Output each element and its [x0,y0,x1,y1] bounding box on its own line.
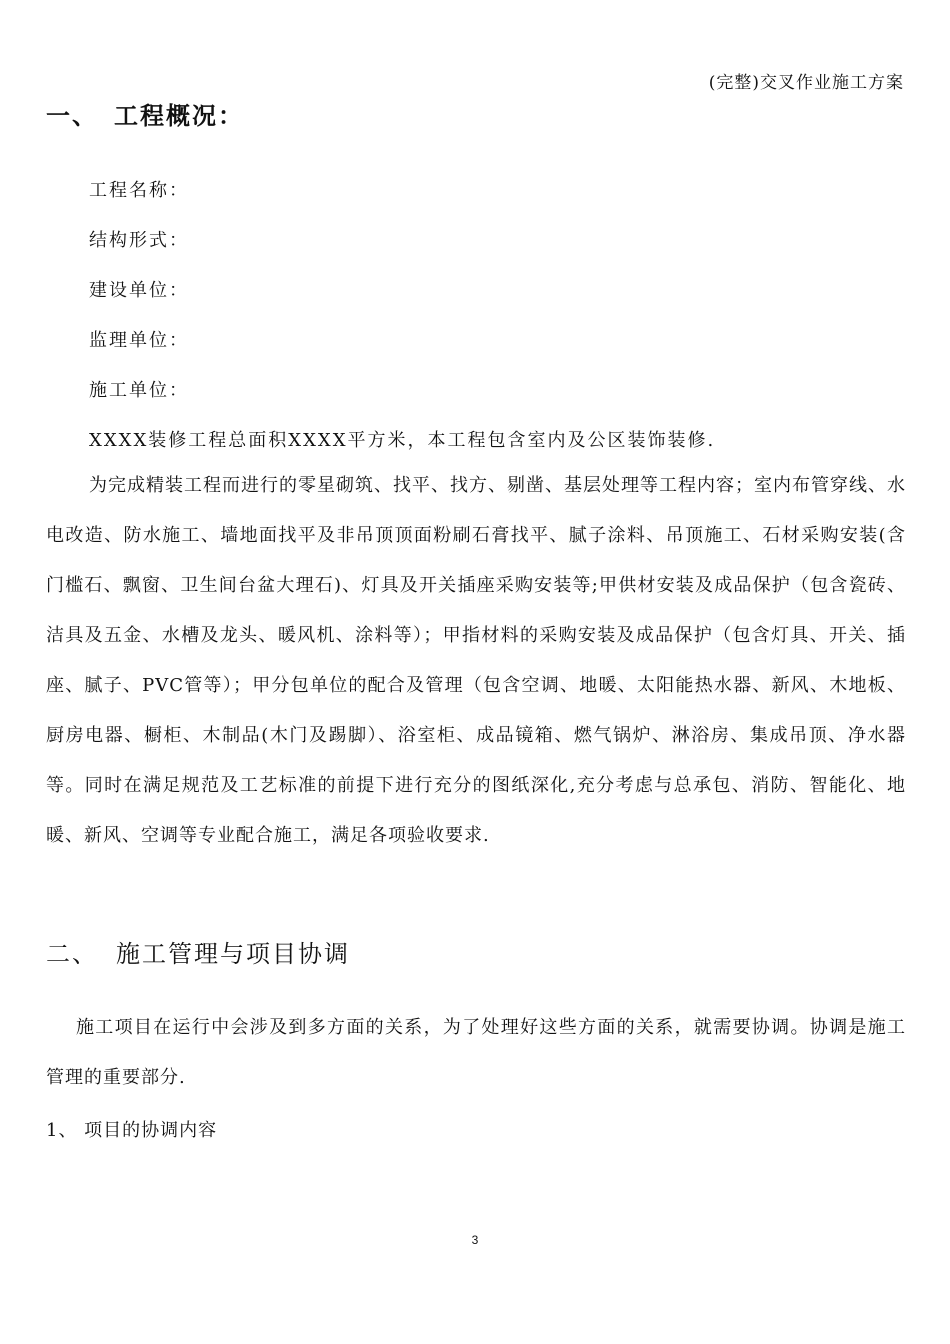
paragraph-area: XXXX装修工程总面积XXXX平方米，本工程包含室内及公区装饰装修. [89,430,716,451]
section-number: 二、 [46,940,98,968]
page-number: 3 [471,1233,479,1247]
section-title: 施工管理与项目协调 [116,940,350,968]
list-item-coordination-content: 1、 项目的协调内容 [46,1120,218,1141]
paragraph-coordination: 施工项目在运行中会涉及到多方面的关系，为了处理好这些方面的关系，就需要协调。协调是施工管理的重要部分. [46,1017,906,1088]
paragraph-scope: 为完成精装工程而进行的零星砌筑、找平、找方、剔凿、基层处理等工程内容；室内布管穿线、水电改造、防水施工、墙地面找平及非吊顶顶面粉刷石膏找平、腻子涂料、吊顶施工、石材采购安装(含门槛石、飘窗、卫生间台盆大理石)、灯具及开关插座采购安装等;甲供材安装及成品保护（包含瓷砖、洁具及五金、水槽及龙头、暖风机、涂料等）；甲指材料的采购安装及成品保护（包含灯具、开关、插座、腻子、PVC管等）；甲分包单位的配合及管理（包含空调、地暖、太阳能热水器、新风、木地板、厨房电器、橱柜、木制品(木门及踢脚）、浴室柜、成品镜箱、燃气锅炉、淋浴房、集成吊顶、净水器等。同时在满足规范及工艺标准的前提下进行充分的图纸深化,充分考虑与总承包、消防、智能化、地暖、新风、空调等专业配合施工，满足各项验收要求. [46,475,906,846]
section-heading-overview [46,96,244,131]
section-number: 一、 [46,101,98,130]
section-title: 工程概况： [114,101,244,130]
field-construction-unit: 施工单位： [89,380,189,401]
document-header-title: (完整)交叉作业施工方案 [708,73,904,93]
field-supervision-unit: 监理单位： [89,330,189,351]
field-owner-unit: 建设单位： [89,280,189,301]
field-project-name: 工程名称： [89,180,189,201]
field-structure-type: 结构形式： [89,230,189,251]
section-heading-management [46,934,350,969]
